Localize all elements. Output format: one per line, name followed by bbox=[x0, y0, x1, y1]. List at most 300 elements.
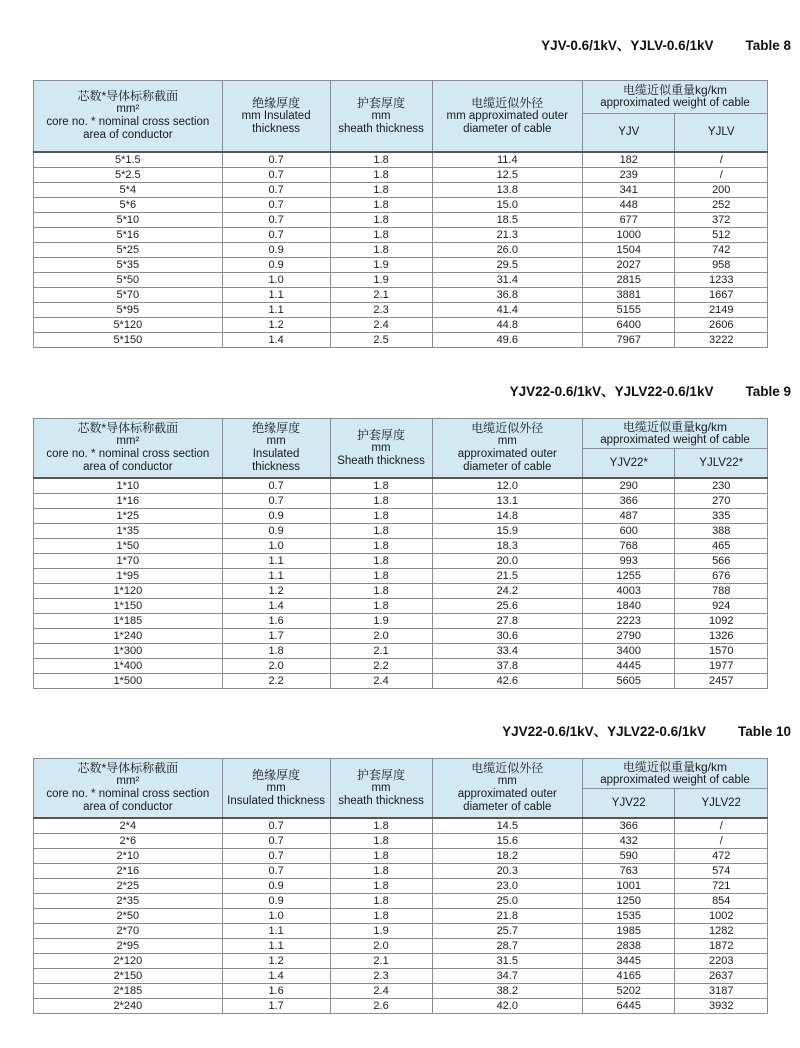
table-cell: 590 bbox=[583, 849, 675, 864]
table-cell: 15.9 bbox=[432, 524, 582, 539]
table-row bbox=[34, 258, 768, 273]
table-cell: 2.3 bbox=[330, 969, 432, 984]
header-line: sheath thickness bbox=[338, 122, 424, 135]
table-cell: 600 bbox=[583, 524, 675, 539]
table-cell: 1570 bbox=[675, 644, 768, 659]
table-cell: 2203 bbox=[675, 954, 768, 969]
header-line: 护套厚度 bbox=[357, 95, 406, 110]
table-row bbox=[34, 554, 768, 569]
header-line: 电缆近似外径 bbox=[471, 421, 544, 435]
header-line: mm Insulated bbox=[241, 109, 311, 122]
table-cell: 2*16 bbox=[34, 864, 223, 879]
table-row bbox=[34, 909, 768, 924]
table-cell: 5155 bbox=[583, 303, 675, 318]
table-cell: 1.9 bbox=[330, 924, 432, 939]
table-cell: 2027 bbox=[583, 258, 675, 273]
table-cell: 1.8 bbox=[330, 228, 432, 243]
table-cell: 1*16 bbox=[34, 494, 223, 509]
table-cell: 1985 bbox=[583, 924, 675, 939]
header-cell-weight-left-type: YJV bbox=[583, 114, 675, 153]
table-cell: / bbox=[675, 168, 768, 183]
table-cell: 2*4 bbox=[34, 818, 223, 834]
header-cell-weight-left-type: YJV22* bbox=[583, 449, 675, 479]
header-cell-weight-right-type: YJLV22 bbox=[675, 789, 768, 819]
table-cell: 5*50 bbox=[34, 273, 223, 288]
header-line: 电缆近似重量kg/km bbox=[623, 759, 728, 774]
header-line: 绝缘厚度 bbox=[252, 95, 301, 110]
table-cell: 2*120 bbox=[34, 954, 223, 969]
table-cell: / bbox=[675, 152, 768, 168]
table-cell: 1*240 bbox=[34, 629, 223, 644]
table-cell: 448 bbox=[583, 198, 675, 213]
table-row bbox=[34, 168, 768, 183]
table-row bbox=[34, 152, 768, 168]
header-line: core no. * nominal cross section bbox=[46, 116, 210, 128]
table-body bbox=[34, 478, 768, 689]
table-cell: 1*500 bbox=[34, 674, 223, 689]
table-cell: 2.5 bbox=[330, 333, 432, 348]
table-cell: 1872 bbox=[675, 939, 768, 954]
table-cell: 1*185 bbox=[34, 614, 223, 629]
header-cell-outer-diameter bbox=[432, 759, 582, 819]
table-cell: 1.1 bbox=[222, 554, 330, 569]
table-cell: 1*150 bbox=[34, 599, 223, 614]
table-cell: 4165 bbox=[583, 969, 675, 984]
table-cell: 21.3 bbox=[432, 228, 582, 243]
table-cell: 2*150 bbox=[34, 969, 223, 984]
header-cell-core-cross-section bbox=[34, 81, 223, 153]
header-line: mm approximated outer bbox=[446, 109, 568, 122]
table-cell: 2.4 bbox=[330, 984, 432, 999]
table-cell: 38.2 bbox=[432, 984, 582, 999]
table-cell: 1000 bbox=[583, 228, 675, 243]
header-line: 芯数*导体标称截面 bbox=[77, 421, 179, 435]
table-cell: 3222 bbox=[675, 333, 768, 348]
table-cell: 0.9 bbox=[222, 509, 330, 524]
table-cell: 763 bbox=[583, 864, 675, 879]
table-row bbox=[34, 984, 768, 999]
table-cell: 465 bbox=[675, 539, 768, 554]
table-cell: 1.7 bbox=[222, 999, 330, 1014]
table-cell: 366 bbox=[583, 818, 675, 834]
table-row bbox=[34, 303, 768, 318]
table-row bbox=[34, 198, 768, 213]
table-row bbox=[34, 879, 768, 894]
table-cell: 3445 bbox=[583, 954, 675, 969]
table-cell: 1.2 bbox=[222, 318, 330, 333]
table-cell: 1*50 bbox=[34, 539, 223, 554]
table-cell: 24.2 bbox=[432, 584, 582, 599]
table-cell: 2.2 bbox=[330, 659, 432, 674]
table-cell: 49.6 bbox=[432, 333, 582, 348]
table-row bbox=[34, 629, 768, 644]
header-cell-weight-group bbox=[583, 81, 768, 114]
table-cell: 3187 bbox=[675, 984, 768, 999]
table-cell: 15.0 bbox=[432, 198, 582, 213]
table-cell: 2.1 bbox=[330, 644, 432, 659]
table-cell: 5*25 bbox=[34, 243, 223, 258]
table-cell: 25.6 bbox=[432, 599, 582, 614]
table-title-label: Table 9 bbox=[745, 384, 791, 399]
table-cell: 2.3 bbox=[330, 303, 432, 318]
table-row bbox=[34, 849, 768, 864]
table-cell: 2838 bbox=[583, 939, 675, 954]
table-cell: 27.8 bbox=[432, 614, 582, 629]
header-line: mm² bbox=[116, 435, 140, 447]
table-cell: 0.7 bbox=[222, 494, 330, 509]
table-cell: 28.7 bbox=[432, 939, 582, 954]
table-cell: 270 bbox=[675, 494, 768, 509]
header-cell-core-cross-section bbox=[34, 759, 223, 819]
table-cell: 1.8 bbox=[330, 524, 432, 539]
table-cell: 1.8 bbox=[330, 539, 432, 554]
header-cell-insulation-thickness bbox=[222, 759, 330, 819]
table-cell: 11.4 bbox=[432, 152, 582, 168]
table-cell: 0.9 bbox=[222, 879, 330, 894]
header-cell-weight-left-type: YJV22 bbox=[583, 789, 675, 819]
table-cell: 29.5 bbox=[432, 258, 582, 273]
table-cell: 21.8 bbox=[432, 909, 582, 924]
table-cell: 18.5 bbox=[432, 213, 582, 228]
table-cell: 1326 bbox=[675, 629, 768, 644]
table-cell: / bbox=[675, 834, 768, 849]
table-cell: 12.0 bbox=[432, 478, 582, 494]
table-cell: 33.4 bbox=[432, 644, 582, 659]
header-line: sheath thickness bbox=[338, 794, 424, 807]
table-cell: 5*1.5 bbox=[34, 152, 223, 168]
table-row bbox=[34, 584, 768, 599]
table-cell: 2*6 bbox=[34, 834, 223, 849]
table-cell: 2.4 bbox=[330, 674, 432, 689]
table-cell: 4445 bbox=[583, 659, 675, 674]
table-cell: 2815 bbox=[583, 273, 675, 288]
table-cell: 341 bbox=[583, 183, 675, 198]
table-cell: 574 bbox=[675, 864, 768, 879]
table-cell: 366 bbox=[583, 494, 675, 509]
table-cell: 1250 bbox=[583, 894, 675, 909]
table-cell: 1.8 bbox=[330, 183, 432, 198]
table-cell: 1002 bbox=[675, 909, 768, 924]
header-line: mm bbox=[497, 435, 517, 447]
table-cell: 2*185 bbox=[34, 984, 223, 999]
table-cell: 5202 bbox=[583, 984, 675, 999]
table-cell: 1535 bbox=[583, 909, 675, 924]
table-row bbox=[34, 288, 768, 303]
table-body bbox=[34, 818, 768, 1014]
table-cell: 25.7 bbox=[432, 924, 582, 939]
header-line: core no. * nominal cross section bbox=[46, 448, 210, 460]
table-cell: 1.8 bbox=[330, 494, 432, 509]
table-cell: 1*25 bbox=[34, 509, 223, 524]
table-row bbox=[34, 183, 768, 198]
table-cell: 958 bbox=[675, 258, 768, 273]
cable-table-section bbox=[33, 724, 800, 1014]
header-line: area of conductor bbox=[83, 129, 173, 141]
cable-spec-table bbox=[33, 758, 768, 1014]
header-line: 电缆近似外径 bbox=[471, 761, 544, 775]
table-cell: 1.6 bbox=[222, 614, 330, 629]
table-row bbox=[34, 864, 768, 879]
table-row bbox=[34, 954, 768, 969]
header-line: mm bbox=[497, 775, 517, 787]
header-line: diameter of cable bbox=[463, 801, 552, 813]
table-cell: 290 bbox=[583, 478, 675, 494]
table-cell: 1840 bbox=[583, 599, 675, 614]
header-cell-weight-group bbox=[583, 759, 768, 789]
table-cell: 1.7 bbox=[222, 629, 330, 644]
table-row bbox=[34, 273, 768, 288]
table-cell: 0.9 bbox=[222, 258, 330, 273]
table-cell: 6445 bbox=[583, 999, 675, 1014]
table-cell: 432 bbox=[583, 834, 675, 849]
table-cell: 742 bbox=[675, 243, 768, 258]
table-cell: 1.4 bbox=[222, 969, 330, 984]
table-cell: 1504 bbox=[583, 243, 675, 258]
table-cell: 5*95 bbox=[34, 303, 223, 318]
table-row bbox=[34, 818, 768, 834]
table-row bbox=[34, 478, 768, 494]
table-cell: 388 bbox=[675, 524, 768, 539]
header-row-main bbox=[34, 419, 768, 449]
table-cell: 1.9 bbox=[330, 273, 432, 288]
table-cell: 2149 bbox=[675, 303, 768, 318]
table-cell: 512 bbox=[675, 228, 768, 243]
table-cell: 0.7 bbox=[222, 228, 330, 243]
table-cell: 1*70 bbox=[34, 554, 223, 569]
table-cell: 23.0 bbox=[432, 879, 582, 894]
table-row bbox=[34, 318, 768, 333]
table-cell: 2.1 bbox=[330, 288, 432, 303]
table-cell: 1.1 bbox=[222, 569, 330, 584]
table-cell: 1.1 bbox=[222, 924, 330, 939]
table-cell: 788 bbox=[675, 584, 768, 599]
table-cell: 1.1 bbox=[222, 939, 330, 954]
header-line: mm bbox=[371, 781, 391, 794]
table-cell: 768 bbox=[583, 539, 675, 554]
header-line: 绝缘厚度 bbox=[252, 767, 301, 782]
table-cell: / bbox=[675, 818, 768, 834]
table-cell: 5*6 bbox=[34, 198, 223, 213]
table-cell: 1.0 bbox=[222, 273, 330, 288]
table-cell: 2*240 bbox=[34, 999, 223, 1014]
table-cell: 1.8 bbox=[330, 478, 432, 494]
header-line: mm bbox=[371, 441, 391, 454]
table-cell: 0.9 bbox=[222, 243, 330, 258]
header-line: diameter of cable bbox=[463, 461, 552, 473]
table-cell: 2637 bbox=[675, 969, 768, 984]
table-cell: 0.7 bbox=[222, 152, 330, 168]
table-cell: 20.3 bbox=[432, 864, 582, 879]
table-cell: 2*35 bbox=[34, 894, 223, 909]
header-line: area of conductor bbox=[83, 461, 173, 473]
table-cell: 1.8 bbox=[330, 599, 432, 614]
header-line: 电缆近似外径 bbox=[471, 95, 544, 110]
table-cell: 34.7 bbox=[432, 969, 582, 984]
table-cell: 1.1 bbox=[222, 303, 330, 318]
table-cell: 0.7 bbox=[222, 478, 330, 494]
table-header bbox=[34, 419, 768, 479]
table-row bbox=[34, 509, 768, 524]
table-cell: 1.8 bbox=[330, 554, 432, 569]
table-cell: 0.9 bbox=[222, 524, 330, 539]
header-line: 芯数*导体标称截面 bbox=[77, 761, 179, 775]
header-line: Insulated thickness bbox=[227, 794, 325, 807]
table-cell: 4003 bbox=[583, 584, 675, 599]
table-cell: 1.2 bbox=[222, 954, 330, 969]
table-cell: 2.4 bbox=[330, 318, 432, 333]
table-row bbox=[34, 213, 768, 228]
table-cell: 1.8 bbox=[330, 584, 432, 599]
table-cell: 230 bbox=[675, 478, 768, 494]
table-cell: 1.8 bbox=[330, 152, 432, 168]
table-cell: 5*120 bbox=[34, 318, 223, 333]
table-cell: 566 bbox=[675, 554, 768, 569]
header-line: 护套厚度 bbox=[357, 767, 406, 782]
table-cell: 1*300 bbox=[34, 644, 223, 659]
header-line: 护套厚度 bbox=[357, 427, 406, 442]
table-cell: 31.5 bbox=[432, 954, 582, 969]
header-cell-weight-group bbox=[583, 419, 768, 449]
table-cell: 2.1 bbox=[330, 954, 432, 969]
header-line: approximated weight of cable bbox=[600, 773, 750, 786]
table-title-label: Table 10 bbox=[737, 724, 791, 739]
table-title-label: Table 8 bbox=[745, 38, 791, 53]
table-cell: 20.0 bbox=[432, 554, 582, 569]
table-cell: 5*4 bbox=[34, 183, 223, 198]
header-line: 电缆近似重量kg/km bbox=[623, 419, 728, 434]
table-cell: 42.0 bbox=[432, 999, 582, 1014]
header-row-main bbox=[34, 759, 768, 789]
table-cell: 13.8 bbox=[432, 183, 582, 198]
table-cell: 2*70 bbox=[34, 924, 223, 939]
header-line: mm bbox=[266, 781, 286, 794]
table-cell: 0.7 bbox=[222, 849, 330, 864]
table-cell: 0.7 bbox=[222, 864, 330, 879]
table-cell: 15.6 bbox=[432, 834, 582, 849]
table-cell: 37.8 bbox=[432, 659, 582, 674]
table-row bbox=[34, 599, 768, 614]
header-line: Sheath thickness bbox=[337, 454, 425, 467]
header-cell-outer-diameter bbox=[432, 81, 582, 153]
table-cell: 25.0 bbox=[432, 894, 582, 909]
table-cell: 1.1 bbox=[222, 288, 330, 303]
table-cell: 1.8 bbox=[330, 818, 432, 834]
table-cell: 472 bbox=[675, 849, 768, 864]
table-cell: 1.4 bbox=[222, 599, 330, 614]
table-cell: 41.4 bbox=[432, 303, 582, 318]
table-cell: 2.2 bbox=[222, 674, 330, 689]
table-cell: 1.0 bbox=[222, 909, 330, 924]
table-cell: 5605 bbox=[583, 674, 675, 689]
table-cell: 1.8 bbox=[330, 834, 432, 849]
table-cell: 14.8 bbox=[432, 509, 582, 524]
header-line: 芯数*导体标称截面 bbox=[77, 89, 179, 103]
table-row bbox=[34, 969, 768, 984]
header-cell-sheath-thickness bbox=[330, 81, 432, 153]
header-cell-insulation-thickness bbox=[222, 419, 330, 479]
header-line: approximated outer bbox=[457, 448, 557, 460]
table-row bbox=[34, 924, 768, 939]
table-cell: 677 bbox=[583, 213, 675, 228]
table-cell: 12.5 bbox=[432, 168, 582, 183]
table-cell: 36.8 bbox=[432, 288, 582, 303]
table-cell: 7967 bbox=[583, 333, 675, 348]
table-row bbox=[34, 614, 768, 629]
table-cell: 5*2.5 bbox=[34, 168, 223, 183]
table-cell: 18.2 bbox=[432, 849, 582, 864]
table-cell: 1*10 bbox=[34, 478, 223, 494]
table-row bbox=[34, 539, 768, 554]
table-cell: 1.4 bbox=[222, 333, 330, 348]
table-cell: 18.3 bbox=[432, 539, 582, 554]
table-cell: 21.5 bbox=[432, 569, 582, 584]
table-cell: 1001 bbox=[583, 879, 675, 894]
table-cell: 5*150 bbox=[34, 333, 223, 348]
table-cell: 1092 bbox=[675, 614, 768, 629]
header-line: area of conductor bbox=[83, 801, 173, 813]
table-row bbox=[34, 228, 768, 243]
header-line: 绝缘厚度 bbox=[252, 421, 301, 435]
table-cell: 1.9 bbox=[330, 258, 432, 273]
table-cell: 1.8 bbox=[222, 644, 330, 659]
table-cell: 1233 bbox=[675, 273, 768, 288]
table-row bbox=[34, 834, 768, 849]
header-cell-weight-right-type: YJLV22* bbox=[675, 449, 768, 479]
table-row bbox=[34, 894, 768, 909]
table-cell: 1.8 bbox=[330, 879, 432, 894]
table-title bbox=[33, 724, 800, 740]
table-cell: 2*50 bbox=[34, 909, 223, 924]
table-row bbox=[34, 939, 768, 954]
table-cell: 2*10 bbox=[34, 849, 223, 864]
header-cell-weight-right-type: YJLV bbox=[675, 114, 768, 153]
table-cell: 1.8 bbox=[330, 894, 432, 909]
table-header bbox=[34, 81, 768, 153]
table-cell: 200 bbox=[675, 183, 768, 198]
header-line: diameter of cable bbox=[463, 122, 552, 135]
table-title-models: YJV-0.6/1kV、YJLV-0.6/1kV bbox=[541, 38, 714, 53]
table-cell: 1*120 bbox=[34, 584, 223, 599]
table-row bbox=[34, 333, 768, 348]
header-cell-sheath-thickness bbox=[330, 759, 432, 819]
table-cell: 1.2 bbox=[222, 584, 330, 599]
table-cell: 252 bbox=[675, 198, 768, 213]
header-line: 电缆近似重量kg/km bbox=[623, 83, 728, 97]
table-header bbox=[34, 759, 768, 819]
table-cell: 1282 bbox=[675, 924, 768, 939]
table-cell: 2790 bbox=[583, 629, 675, 644]
table-row bbox=[34, 243, 768, 258]
header-line: mm² bbox=[116, 775, 140, 787]
header-cell-sheath-thickness bbox=[330, 419, 432, 479]
table-cell: 1.8 bbox=[330, 909, 432, 924]
table-cell: 993 bbox=[583, 554, 675, 569]
header-cell-outer-diameter bbox=[432, 419, 582, 479]
table-cell: 1.8 bbox=[330, 849, 432, 864]
table-cell: 5*10 bbox=[34, 213, 223, 228]
cable-spec-table bbox=[33, 418, 768, 689]
table-cell: 2*25 bbox=[34, 879, 223, 894]
table-row bbox=[34, 644, 768, 659]
table-row bbox=[34, 494, 768, 509]
table-cell: 31.4 bbox=[432, 273, 582, 288]
table-cell: 487 bbox=[583, 509, 675, 524]
table-cell: 1.8 bbox=[330, 243, 432, 258]
table-cell: 2.6 bbox=[330, 999, 432, 1014]
table-cell: 372 bbox=[675, 213, 768, 228]
header-cell-insulation-thickness bbox=[222, 81, 330, 153]
table-row bbox=[34, 659, 768, 674]
